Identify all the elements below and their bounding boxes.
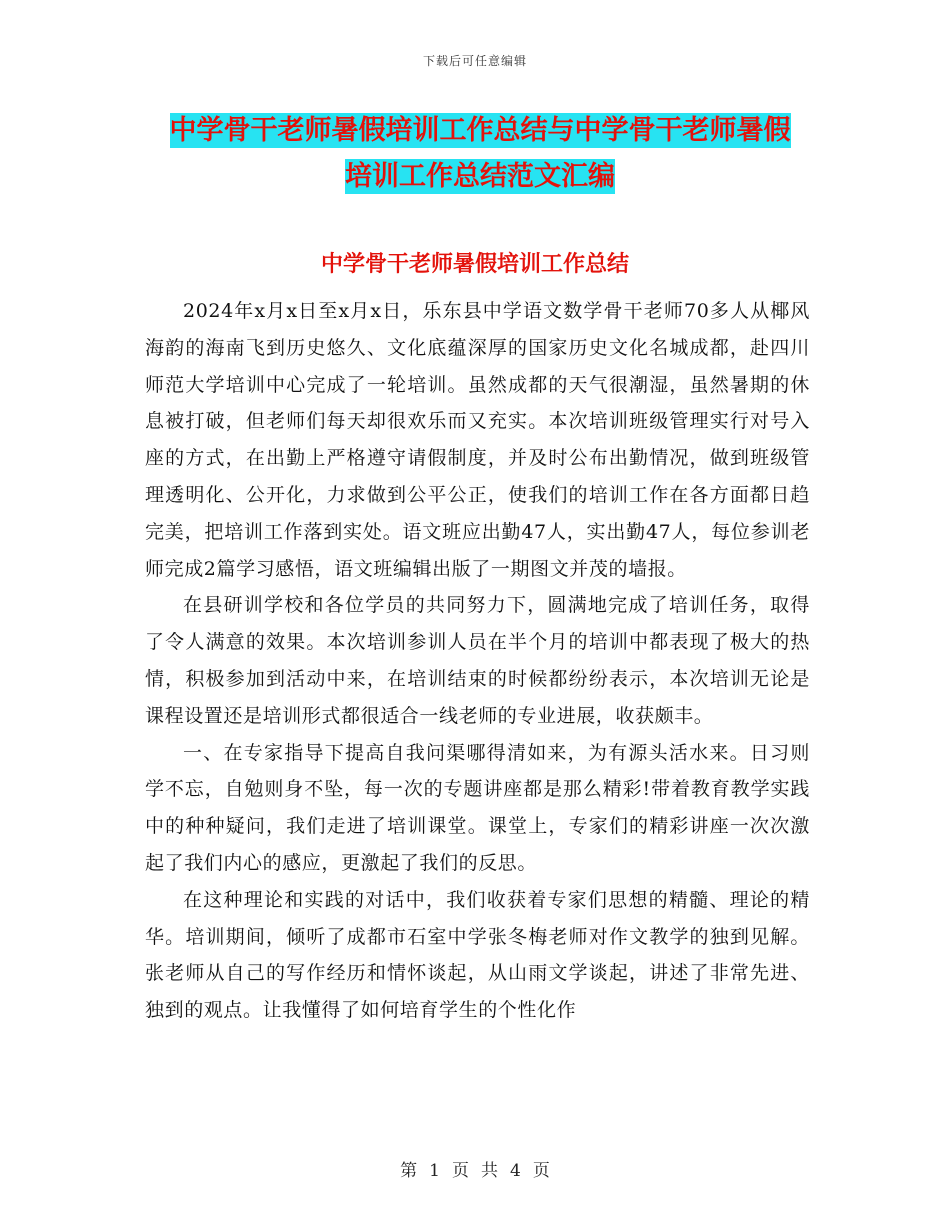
paragraph: 在这种理论和实践的对话中，我们收获着专家们思想的精髓、理论的精华。培训期间，倾听了成都市石室中学张冬梅老师对作文教学的独到见解。张老师从自己的写作经历和情怀谈起，从山雨文学谈起，讲述了非常先进、独到的观点。让我懂得了如何培育学生的个性化作 — [145, 888, 810, 1022]
paragraph: 一、在专家指导下提高自我问渠哪得清如来，为有源头活水来。日习则学不忘，自勉则身不坠，每一次的专题讲座都是那么精彩!带着教育教学实践中的种种疑问，我们走进了培训课堂。课堂上，专家们的精彩讲座一次次激起了我们内心的感应，更激起了我们的反思。 — [145, 741, 810, 874]
footer-page-label: 页 — [452, 1161, 469, 1181]
paragraph: 在县研训学校和各位学员的共同努力下，圆满地完成了培训任务，取得了令人满意的效果。本次培训参训人员在半个月的培训中都表现了极大的热情，积极参加到活动中来，在培训结束的时候都纷纷表示，本次培训无论是课程设置还是培训形式都很适合一线老师的专业进展，收获颇丰。 — [145, 594, 810, 727]
page-footer — [0, 1156, 950, 1181]
document-title — [140, 108, 820, 200]
footer-prefix: 第 — [400, 1161, 418, 1181]
footer-total-label: 共 — [481, 1161, 498, 1181]
total-pages: 4 — [510, 1161, 521, 1181]
document-body — [145, 293, 810, 1029]
title-line-2: 培训工作总结范文汇编 — [345, 161, 615, 192]
footer-suffix: 页 — [532, 1161, 550, 1181]
paragraph: 2024年x月x日至x月x日，乐东县中学语文数学骨干老师70多人从椰风海韵的海南飞到历史悠久、文化底蕴深厚的国家历史文化名城成都，赴四川师范大学培训中心完成了一轮培训。虽然成都的天气很潮湿，虽然暑期的休息被打破，但老师们每天却很欢乐而又充实。本次培训班级管理实行对号入座的方式，在出勤上严格遵守请假制度，并及时公布出勤情况，做到班级管理透明化、公开化，力求做到公平公正，使我们的培训工作在各方面都日趋完美，把培训工作落到实处。语文班应出勤47人，实出勤47人，每位参训老师完成2篇学习感悟，语文班编辑出版了一期图文并茂的墙报。 — [145, 300, 810, 580]
section-title: 中学骨干老师暑假培训工作总结 — [320, 252, 629, 277]
header-note: 下载后可任意编辑 — [422, 54, 527, 68]
title-line-1: 中学骨干老师暑假培训工作总结与中学骨干老师暑假 — [169, 115, 791, 146]
page-number: 1 — [429, 1161, 440, 1181]
